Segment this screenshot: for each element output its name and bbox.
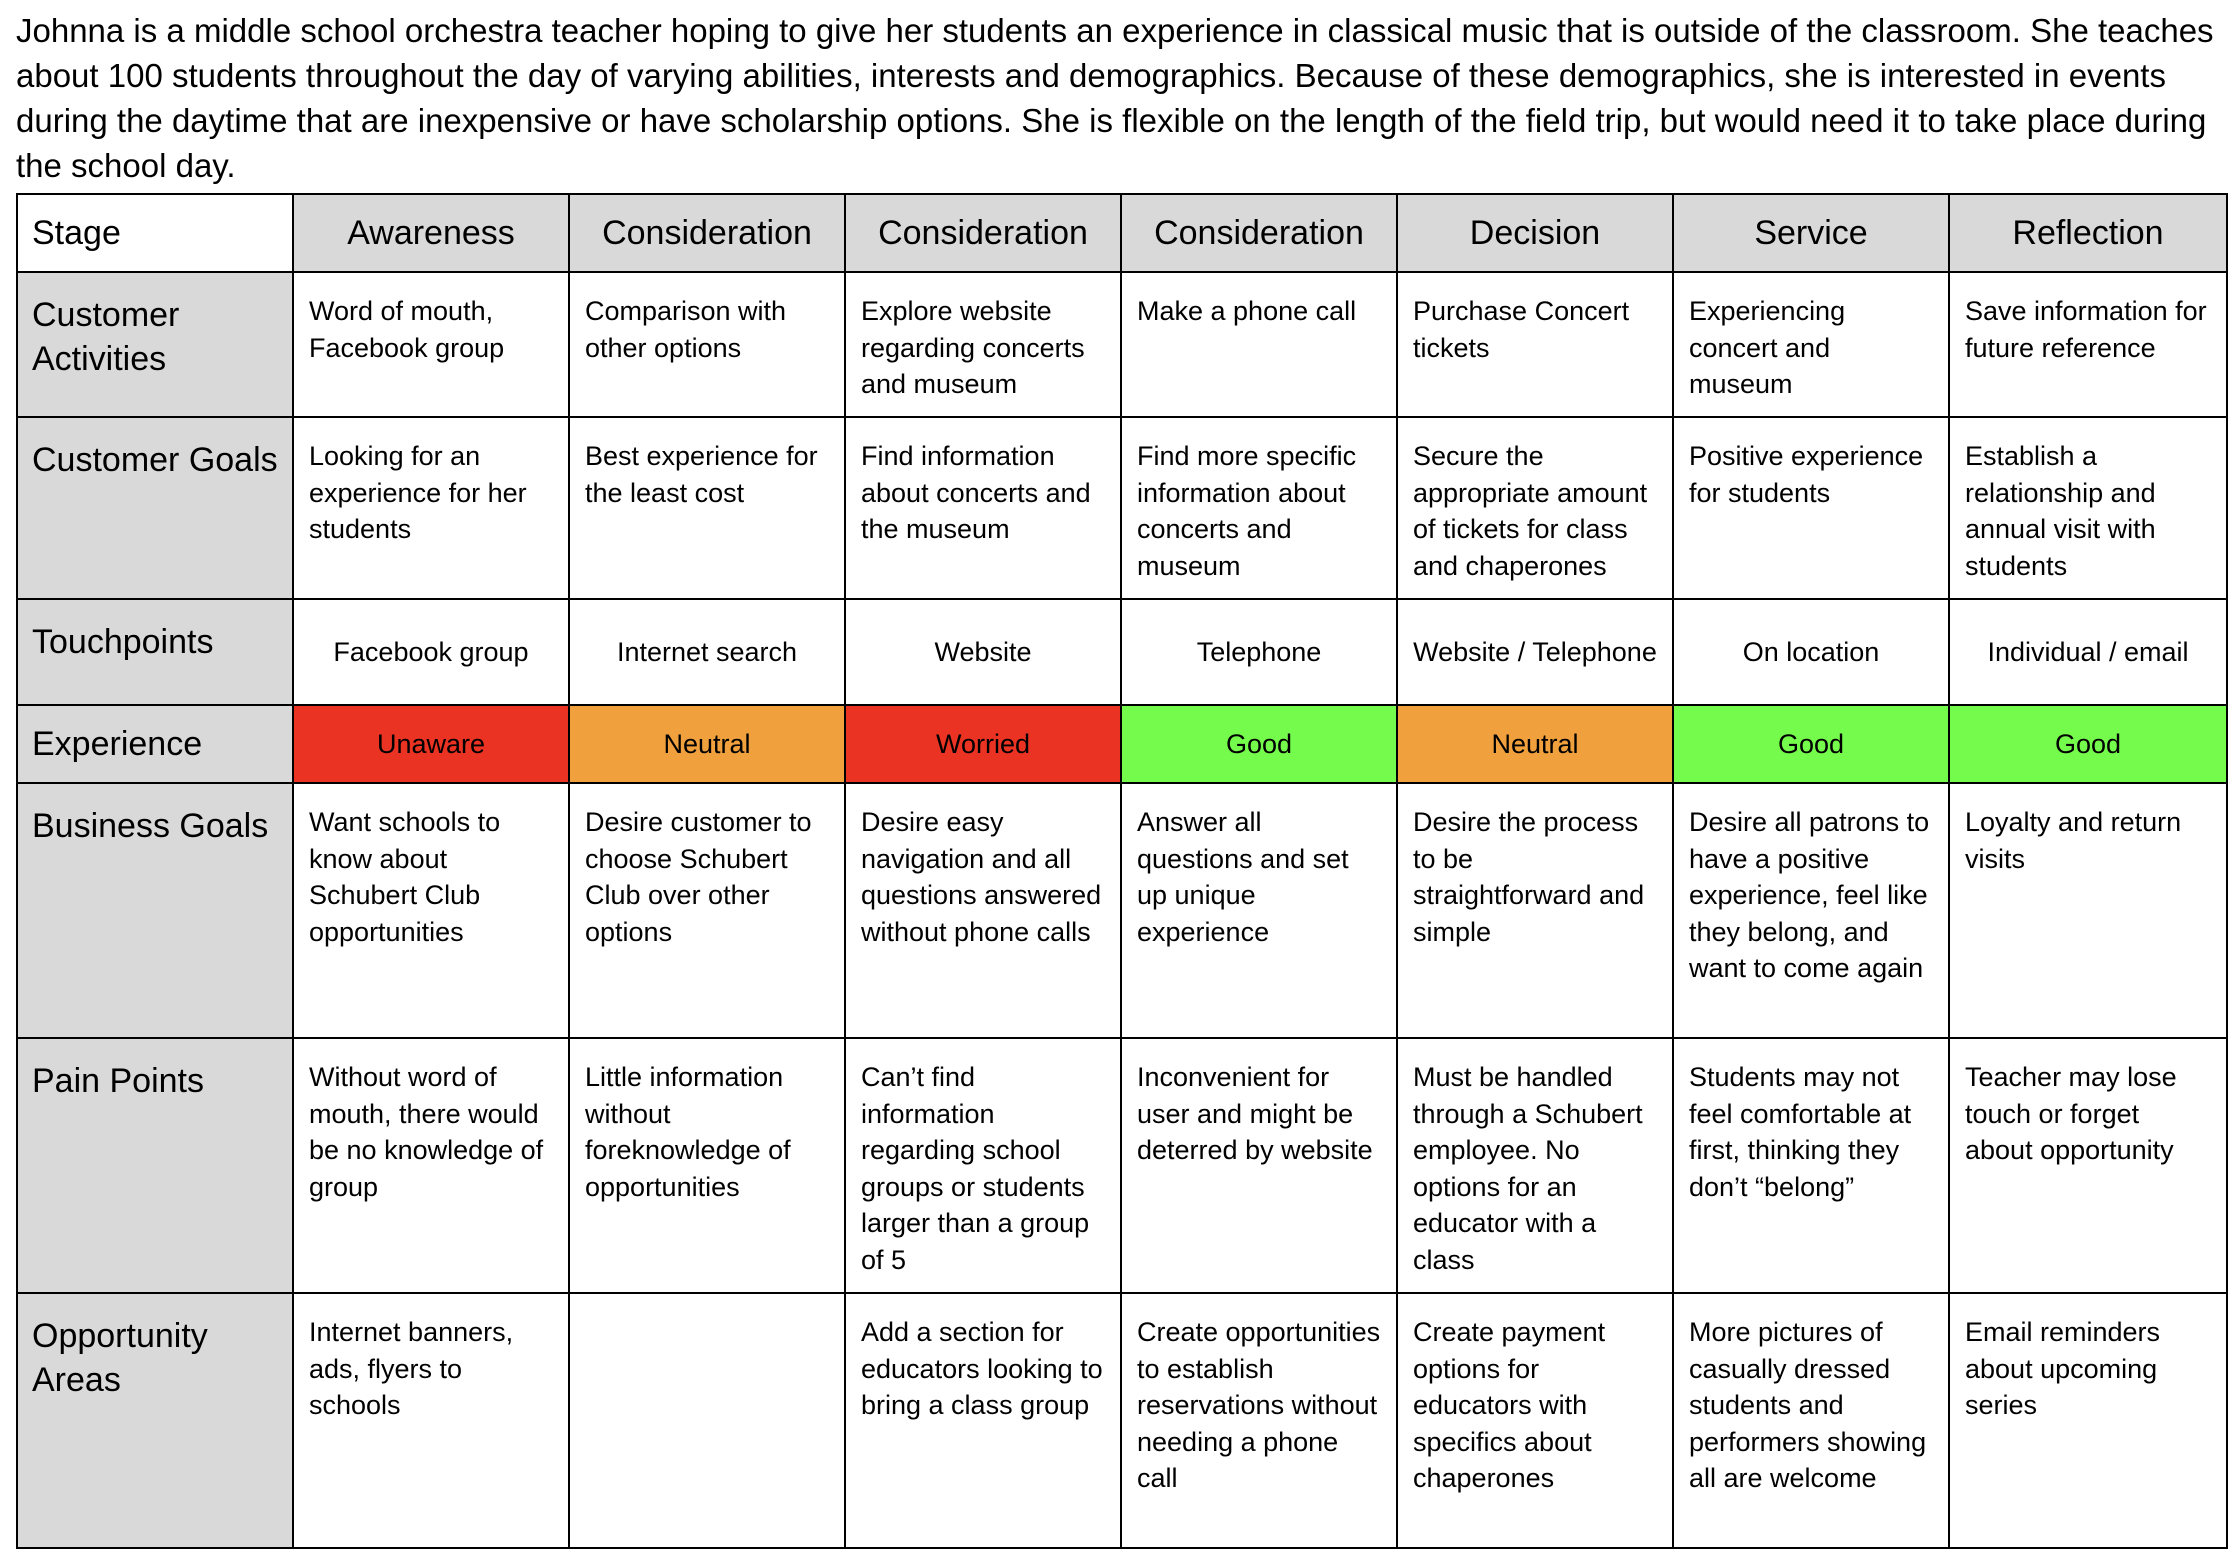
stage-header: Reflection (1949, 194, 2227, 272)
table-cell: Positive experience for students (1673, 417, 1949, 599)
table-cell: Can’t find information regarding school groups or students larger than a group of 5 (845, 1038, 1121, 1293)
stage-header: Awareness (293, 194, 569, 272)
intro-paragraph: Johnna is a middle school orchestra teacher hoping to give her students an experience in classical music that is outside of the classroom. She teaches about 100 students throughout the day of varying abilities, interests and demographics. Because of these demographics, she is interested in events during the daytime that are inexpensive or have scholarship options. She is flexible on the length of the field trip, but would need it to take place during the school day. (16, 12, 2214, 184)
table-cell: Desire customer to choose Schubert Club over other options (569, 783, 845, 1038)
row-label-business-goals: Business Goals (17, 783, 293, 1038)
table-cell: Website / Telephone (1397, 599, 1673, 705)
stage-header-row (17, 194, 2227, 272)
table-cell: Best experience for the least cost (569, 417, 845, 599)
experience-cell: Worried (845, 705, 1121, 783)
experience-cell: Neutral (1397, 705, 1673, 783)
table-cell: Purchase Concert tickets (1397, 272, 1673, 417)
table-cell: Internet banners, ads, flyers to schools (293, 1293, 569, 1548)
table-cell: Desire the process to be straightforward and simple (1397, 783, 1673, 1038)
table-cell: Save information for future reference (1949, 272, 2227, 417)
experience-row (17, 705, 2227, 783)
row-label-opportunity-areas: Opportunity Areas (17, 1293, 293, 1548)
table-cell: Secure the appropriate amount of tickets for class and chaperones (1397, 417, 1673, 599)
stage-header: Consideration (569, 194, 845, 272)
stage-header: Consideration (845, 194, 1121, 272)
experience-cell: Neutral (569, 705, 845, 783)
table-cell: Internet search (569, 599, 845, 705)
table-cell: Must be handled through a Schubert employee. No options for an educator with a class (1397, 1038, 1673, 1293)
stage-corner-label: Stage (17, 194, 293, 272)
table-cell: Want schools to know about Schubert Club opportunities (293, 783, 569, 1038)
table-cell: Inconvenient for user and might be deterred by website (1121, 1038, 1397, 1293)
table-cell: Telephone (1121, 599, 1397, 705)
opportunity-areas-row (17, 1293, 2227, 1548)
table-cell: Word of mouth, Facebook group (293, 272, 569, 417)
table-cell: Find more specific information about concerts and museum (1121, 417, 1397, 599)
table-cell: Create opportunities to establish reservations without needing a phone call (1121, 1293, 1397, 1548)
table-cell: Website (845, 599, 1121, 705)
stage-header: Decision (1397, 194, 1673, 272)
customer-goals-row (17, 417, 2227, 599)
customer-activities-row (17, 272, 2227, 417)
experience-cell: Good (1121, 705, 1397, 783)
experience-cell: Good (1949, 705, 2227, 783)
table-cell: Loyalty and return visits (1949, 783, 2227, 1038)
business-goals-row (17, 783, 2227, 1038)
table-cell: Without word of mouth, there would be no knowledge of group (293, 1038, 569, 1293)
table-cell: Desire all patrons to have a positive experience, feel like they belong, and want to come again (1673, 783, 1949, 1038)
table-cell: Add a section for educators looking to bring a class group (845, 1293, 1121, 1548)
table-cell (569, 1293, 845, 1548)
stage-header: Service (1673, 194, 1949, 272)
table-cell: Little information without foreknowledge of opportunities (569, 1038, 845, 1293)
table-cell: Email reminders about upcoming series (1949, 1293, 2227, 1548)
table-cell: Looking for an experience for her students (293, 417, 569, 599)
table-cell: Establish a relationship and annual visit with students (1949, 417, 2227, 599)
pain-points-row (17, 1038, 2227, 1293)
table-cell: Make a phone call (1121, 272, 1397, 417)
row-label-customer-activities: Customer Activities (17, 272, 293, 417)
table-cell: Desire easy navigation and all questions answered without phone calls (845, 783, 1121, 1038)
table-cell: Students may not feel comfortable at first, thinking they don’t “belong” (1673, 1038, 1949, 1293)
table-cell: More pictures of casually dressed students and performers showing all are welcome (1673, 1293, 1949, 1548)
row-label-experience: Experience (17, 705, 293, 783)
row-label-touchpoints: Touchpoints (17, 599, 293, 705)
table-cell: Comparison with other options (569, 272, 845, 417)
experience-cell: Unaware (293, 705, 569, 783)
table-cell: Answer all questions and set up unique experience (1121, 783, 1397, 1038)
table-cell: Facebook group (293, 599, 569, 705)
table-cell: Create payment options for educators with specifics about chaperones (1397, 1293, 1673, 1548)
table-cell: Experiencing concert and museum (1673, 272, 1949, 417)
table-cell: Individual / email (1949, 599, 2227, 705)
experience-cell: Good (1673, 705, 1949, 783)
journey-map-table (16, 193, 2228, 1549)
table-cell: Explore website regarding concerts and museum (845, 272, 1121, 417)
row-label-pain-points: Pain Points (17, 1038, 293, 1293)
table-cell: On location (1673, 599, 1949, 705)
row-label-customer-goals: Customer Goals (17, 417, 293, 599)
table-cell: Teacher may lose touch or forget about opportunity (1949, 1038, 2227, 1293)
table-cell: Find information about concerts and the museum (845, 417, 1121, 599)
touchpoints-row (17, 599, 2227, 705)
stage-header: Consideration (1121, 194, 1397, 272)
